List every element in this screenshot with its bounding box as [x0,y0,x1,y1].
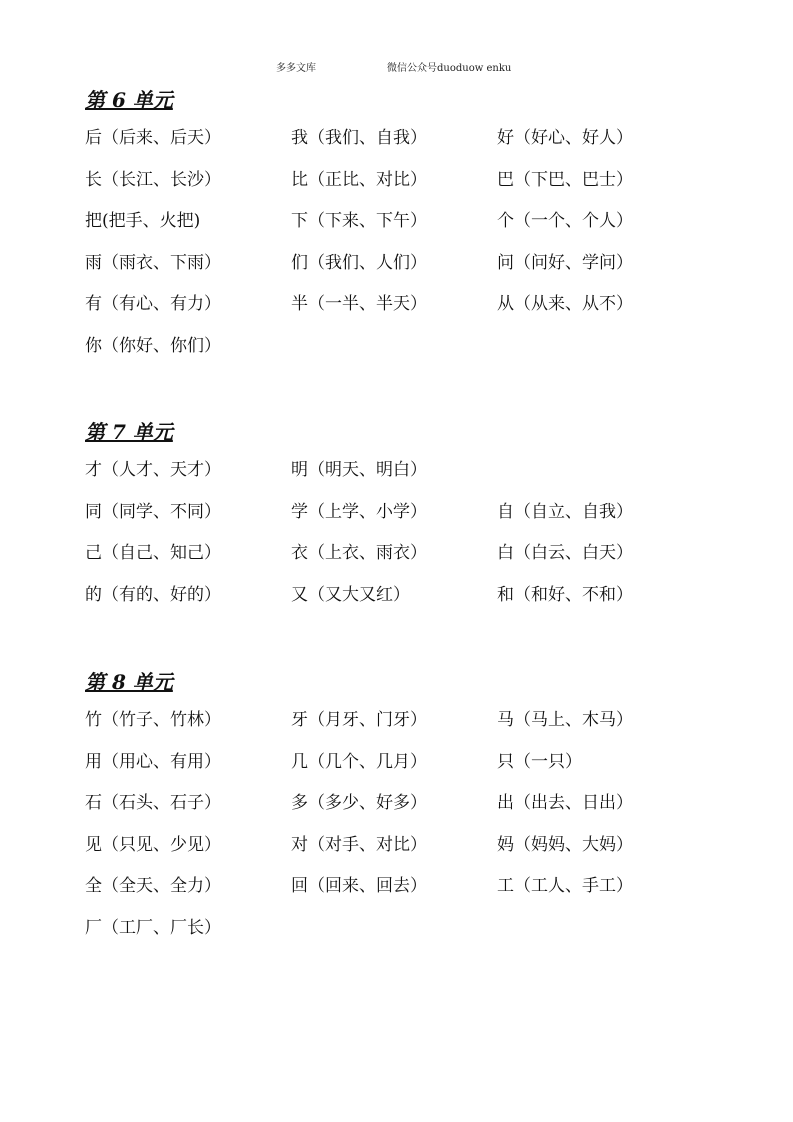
word-row [85,252,725,294]
word-entry: 半（一半、半天） [291,294,427,314]
word-row [85,542,725,584]
word-entry: 衣（上衣、雨衣） [291,543,427,563]
word-entry: 竹（竹子、竹林） [85,710,221,730]
unit-7-section [85,419,725,625]
word-entry: 你（你好、你们） [85,335,221,356]
word-row [85,834,725,876]
word-entry: 把(把手、火把) [85,211,201,231]
word-entry: 巴（下巴、巴士） [497,169,633,190]
word-entry: 多（多少、好多） [291,793,427,813]
word-entry: 下（下来、下午） [291,211,427,231]
word-entry: 对（对手、对比） [291,834,427,855]
word-entry: 己（自己、知己） [85,543,221,563]
page-header [0,61,793,77]
word-entry: 的（有的、好的） [85,584,221,605]
header-right-text: 微信公众号duoduow enku [387,63,512,74]
word-entry: 才（人才、天才） [85,460,221,480]
word-entry: 学（上学、小学） [291,501,427,522]
word-row [85,751,725,793]
word-row [85,584,725,626]
word-row [85,917,725,959]
header-left-text: 多多文库 [276,63,316,74]
word-row [85,792,725,834]
word-entry: 牙（月牙、门牙） [291,710,427,730]
word-entry: 和（和好、不和） [497,584,633,605]
unit-8-section [85,669,725,958]
word-entry: 全（全天、全力） [85,876,221,896]
word-entry: 个（一个、个人） [497,211,633,231]
word-entry: 明（明天、明白） [291,460,427,480]
word-entry: 工（工人、手工） [497,876,633,896]
word-row [85,210,725,252]
word-entry: 从（从来、从不） [497,294,633,314]
word-entry: 厂（工厂、厂长） [85,917,221,938]
word-entry: 比（正比、对比） [291,169,427,190]
unit-6-word-list [85,127,725,376]
word-entry: 又（又大又红） [291,584,410,605]
word-row [85,501,725,543]
word-entry: 同（同学、不同） [85,501,221,522]
word-entry: 见（只见、少见） [85,834,221,855]
word-row [85,127,725,169]
word-entry: 长（长江、长沙） [85,169,221,190]
unit-7-title: 第 7 单元 [85,420,173,444]
word-row [85,293,725,335]
word-entry: 我（我们、自我） [291,128,427,148]
word-row [85,709,725,751]
unit-6-section [85,87,725,376]
word-entry: 马（马上、木马） [497,710,633,730]
word-entry: 只（一只） [497,751,582,772]
word-entry: 问（问好、学问） [497,252,633,273]
unit-7-word-list [85,459,725,625]
word-entry: 后（后来、后天） [85,128,221,148]
word-entry: 几（几个、几月） [291,751,427,772]
word-entry: 妈（妈妈、大妈） [497,834,633,855]
word-entry: 自（自立、自我） [497,501,633,522]
unit-8-word-list [85,709,725,958]
word-entry: 雨（雨衣、下雨） [85,252,221,273]
word-row [85,459,725,501]
word-entry: 回（回来、回去） [291,876,427,896]
word-row [85,335,725,377]
word-row [85,875,725,917]
word-row [85,169,725,211]
word-entry: 石（石头、石子） [85,793,221,813]
word-entry: 出（出去、日出） [497,793,633,813]
unit-8-title: 第 8 单元 [85,670,173,694]
word-entry: 好（好心、好人） [497,128,633,148]
unit-6-title: 第 6 单元 [85,88,173,112]
word-entry: 白（白云、白天） [497,543,633,563]
word-entry: 用（用心、有用） [85,751,221,772]
word-entry: 们（我们、人们） [291,252,427,273]
word-entry: 有（有心、有力） [85,294,221,314]
